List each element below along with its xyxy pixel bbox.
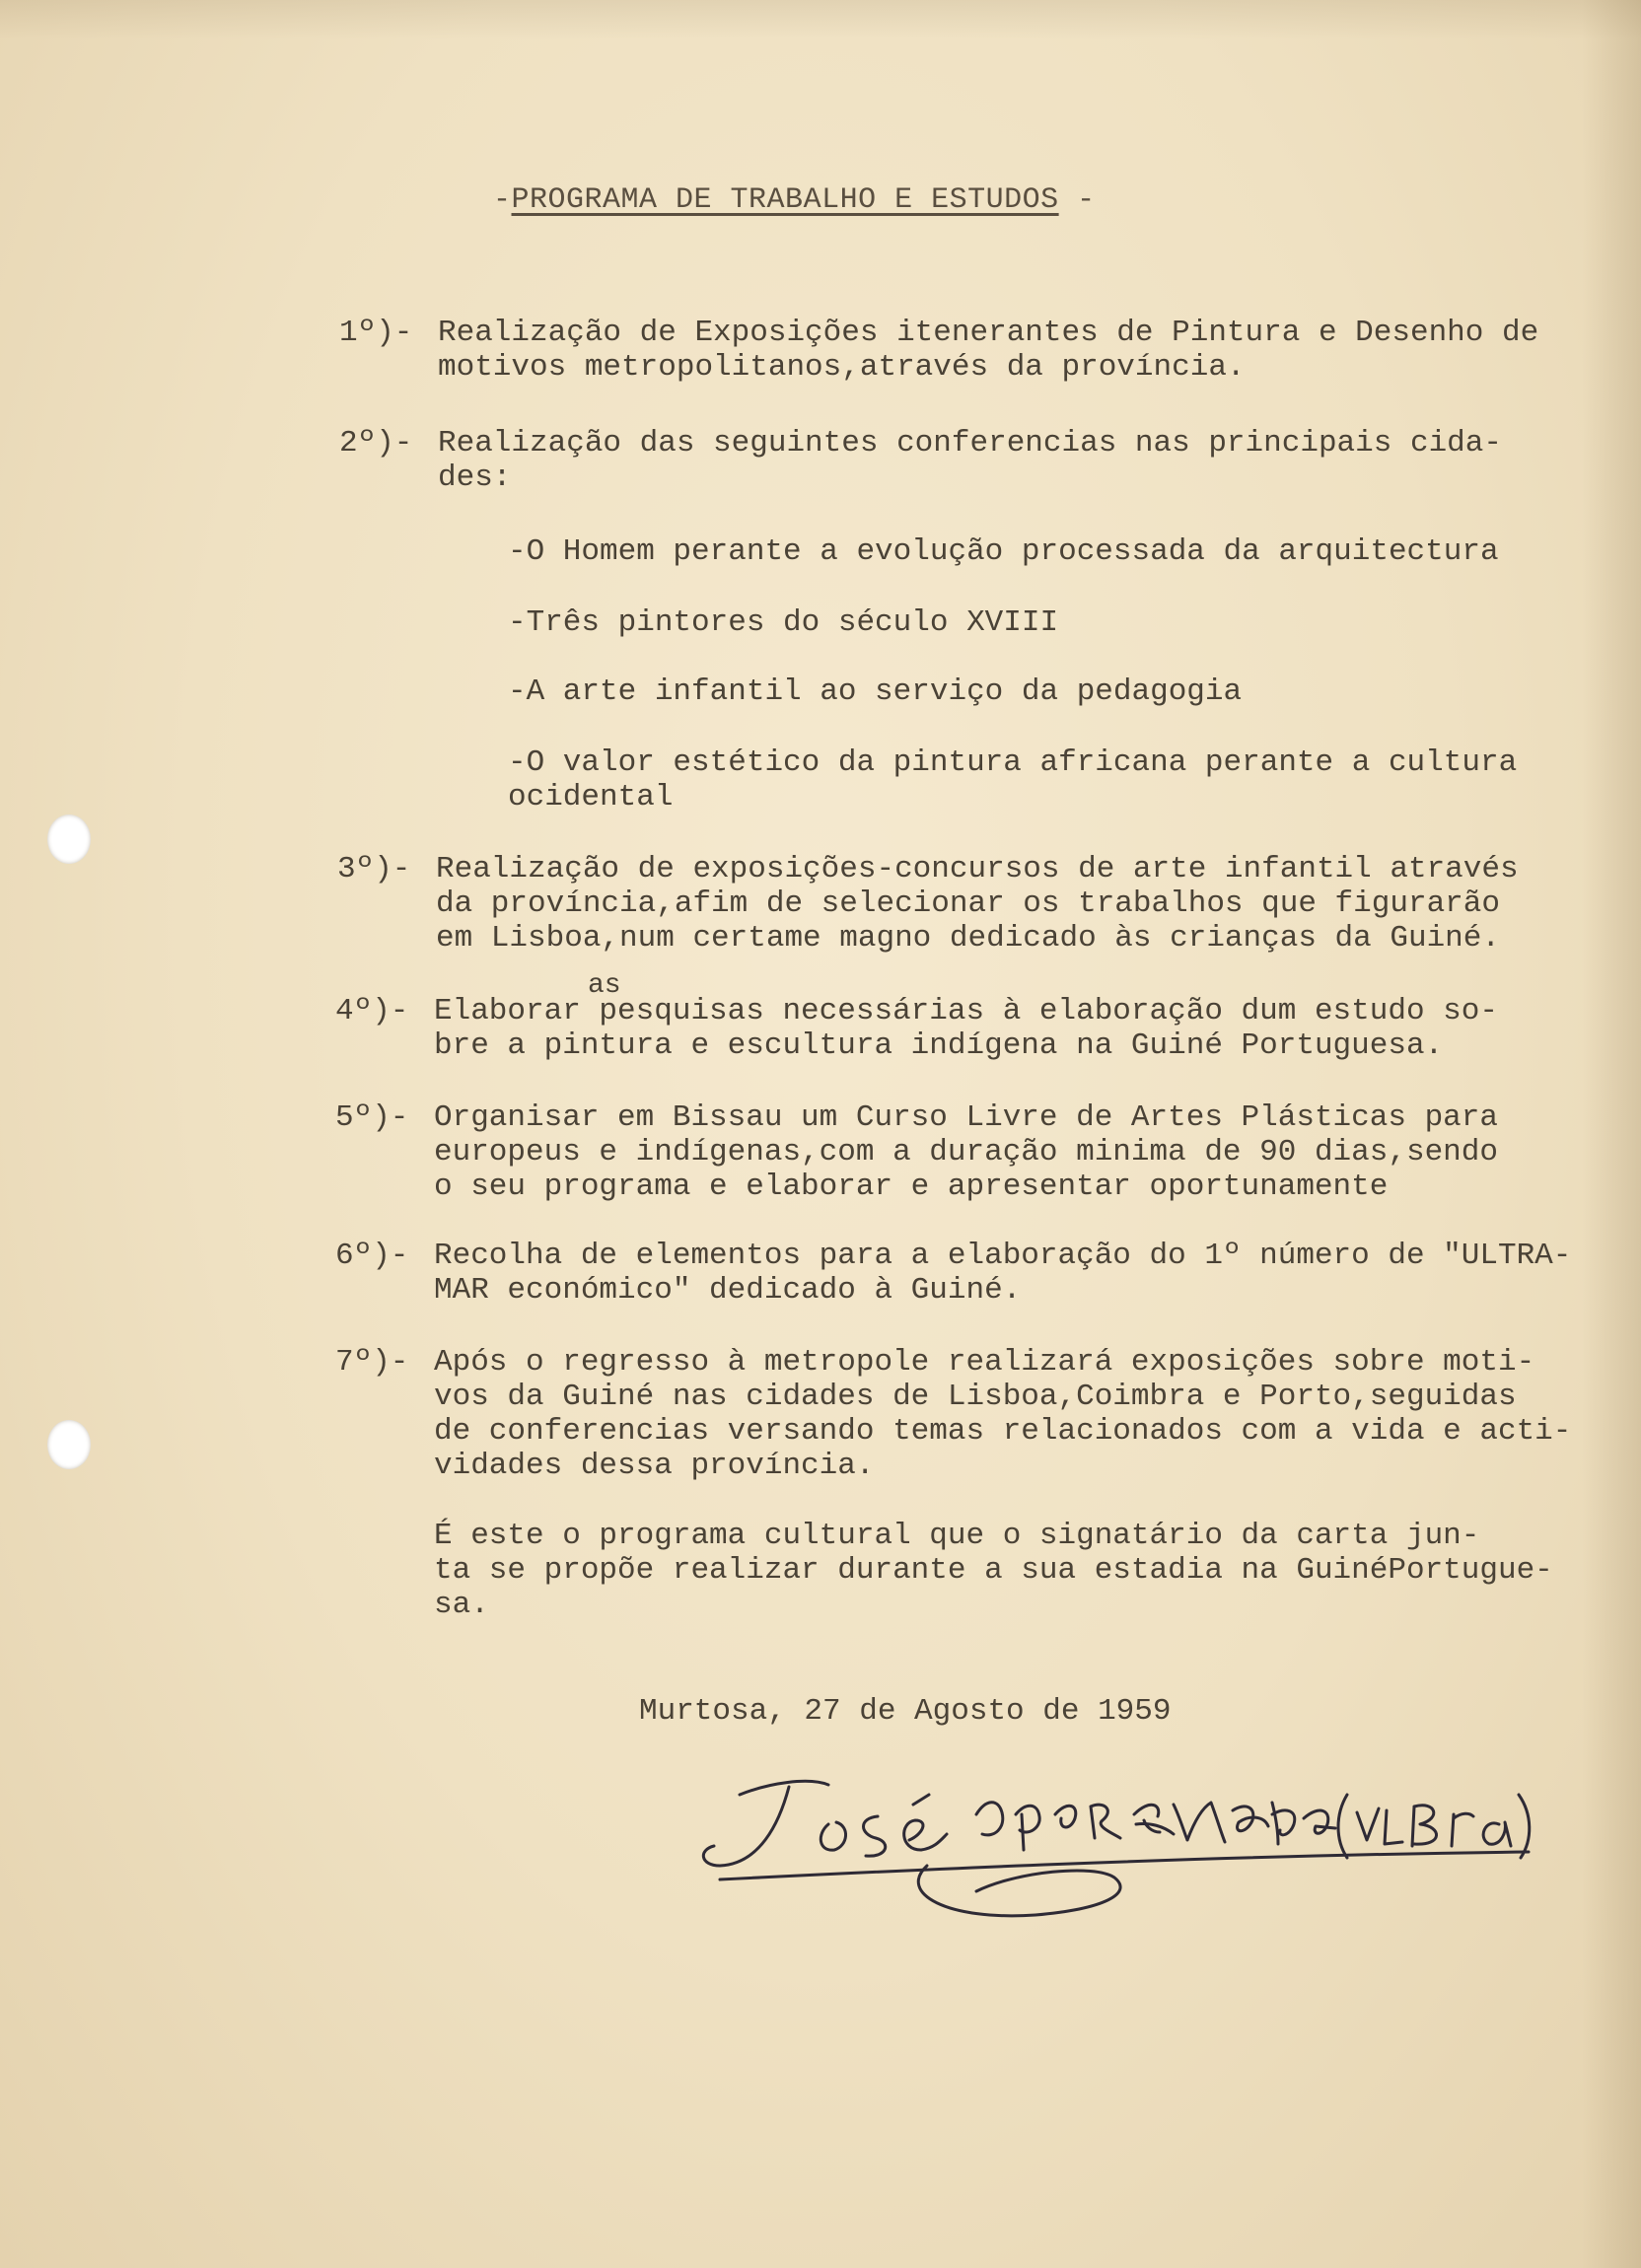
punch-hole-top xyxy=(47,815,91,864)
item-text: Realização de Exposições itenerantes de Pintura e Desenho de motivos metropolitanos,através da província. xyxy=(438,316,1539,385)
item-text: Elaborar pesquisas necessárias à elaboração dum estudo so- bre a pintura e escultura indígena na Guiné Portuguesa. xyxy=(434,994,1498,1063)
title-prefix: - xyxy=(493,183,512,217)
title-text: PROGRAMA DE TRABALHO E ESTUDOS xyxy=(511,183,1059,217)
item-number: 3º)- xyxy=(337,852,411,886)
paper-top-shadow xyxy=(0,0,1641,39)
item-text: Realização das seguintes conferencias nas principais cida- des: xyxy=(438,426,1502,495)
date-line: Murtosa, 27 de Agosto de 1959 xyxy=(639,1694,1172,1729)
title-suffix: - xyxy=(1058,183,1096,217)
program-item-7 xyxy=(335,1345,1598,1483)
program-item-6 xyxy=(335,1239,1598,1308)
item-number: 7º)- xyxy=(335,1345,409,1380)
item-number: 5º)- xyxy=(335,1100,409,1135)
punch-hole-bottom xyxy=(47,1420,91,1469)
item-text: Recolha de elementos para a elaboração do 1º número de "ULTRA- MAR económico" dedicado à Guiné. xyxy=(434,1239,1572,1308)
program-item-1 xyxy=(339,316,1602,385)
item-number: 2º)- xyxy=(339,426,413,461)
item-number: 6º)- xyxy=(335,1239,409,1273)
handwritten-insertion: as xyxy=(588,970,621,1001)
item-number: 1º)- xyxy=(339,316,413,350)
item-number: 4º)- xyxy=(335,994,409,1028)
program-item-2 xyxy=(339,426,1602,495)
conference-item-1: -O Homem perante a evolução processada da arquitectura xyxy=(508,534,1499,569)
item-text: Realização de exposições-concursos de arte infantil através da província,afim de selecionar os trabalhos que figurarão em Lisboa,num certame magno dedicado às crianças da Guiné. xyxy=(436,852,1519,956)
item-text: Organisar em Bissau um Curso Livre de Artes Plásticas para europeus e indígenas,com a duração minima de 90 dias,sendo o seu programa e elaborar e apresentar oportunamente xyxy=(434,1100,1498,1204)
closing-paragraph: É este o programa cultural que o signatário da carta jun- ta se propõe realizar durante a sua estadia na GuinéPortugue- sa. xyxy=(434,1519,1553,1622)
conference-item-2: -Três pintores do século XVIII xyxy=(508,605,1059,640)
handwritten-signature xyxy=(680,1755,1548,1923)
document-title xyxy=(493,183,1096,217)
program-item-4 xyxy=(335,994,1598,1063)
program-item-3 xyxy=(337,852,1600,956)
program-item-5 xyxy=(335,1100,1598,1204)
item-text: Após o regresso à metropole realizará exposições sobre moti- vos da Guiné nas cidades de Lisboa,Coimbra e Porto,seguidas de conferencias versando temas relacionados com a vida e acti- vidades dessa província. xyxy=(434,1345,1572,1483)
conference-item-4: -O valor estético da pintura africana perante a cultura ocidental xyxy=(508,745,1518,815)
conference-item-3: -A arte infantil ao serviço da pedagogia xyxy=(508,674,1243,709)
